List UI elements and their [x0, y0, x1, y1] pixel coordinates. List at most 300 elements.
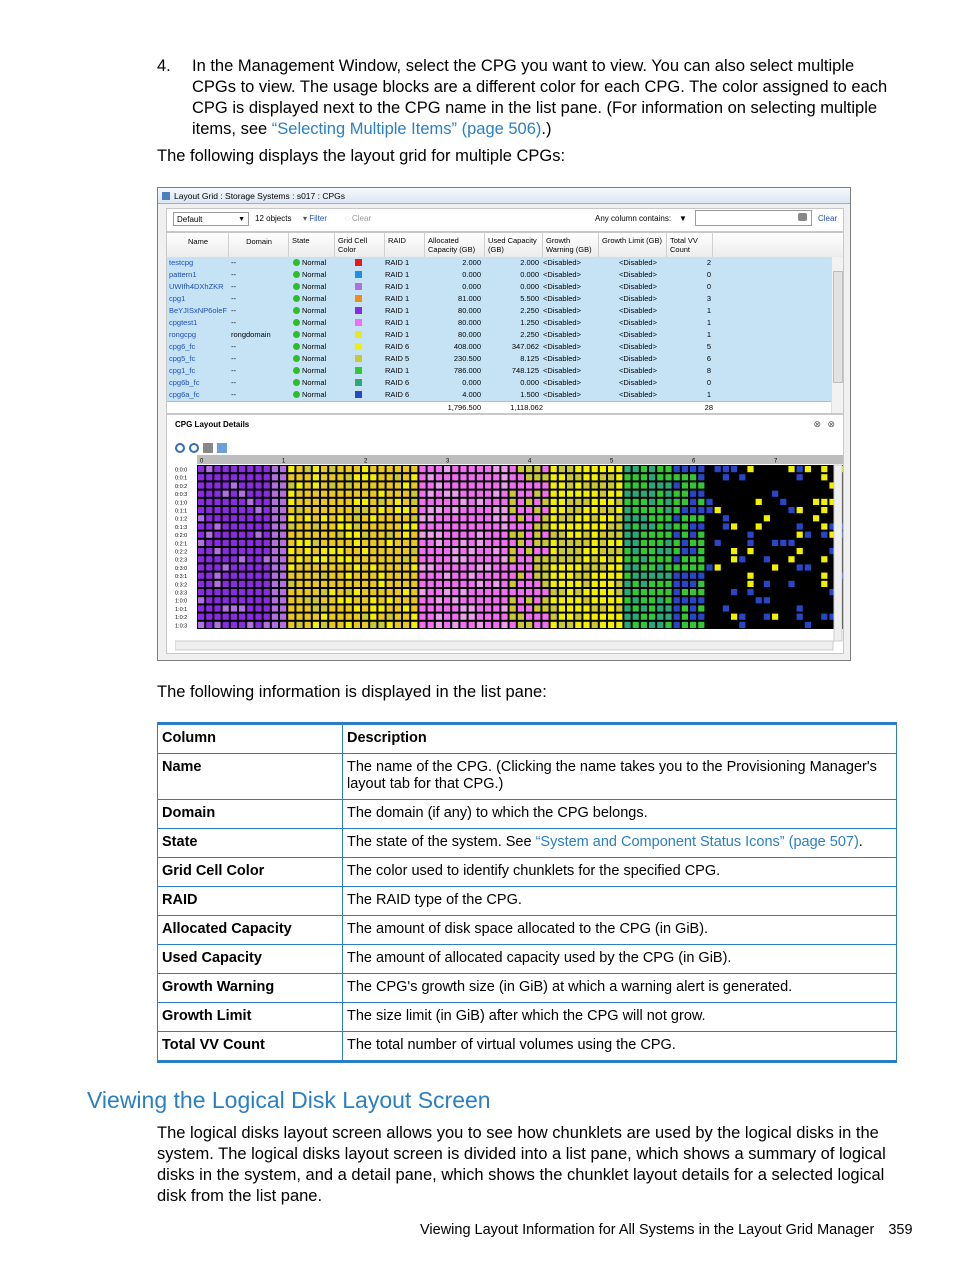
grid-horizontal-scrollbar[interactable]	[175, 641, 833, 650]
chunklet-cell	[305, 532, 311, 538]
zoom-in-icon[interactable]	[175, 443, 185, 453]
chunklet-cell	[493, 556, 499, 562]
chunklet-cell	[255, 523, 261, 529]
chunklet-cell	[428, 573, 434, 579]
chunklet-cell	[551, 482, 557, 488]
chunklet-cell	[329, 564, 335, 570]
column-header[interactable]: Used Capacity (GB)	[485, 233, 543, 257]
chunklet-cell	[198, 548, 204, 554]
chunklet-cell	[337, 614, 343, 620]
cell-name[interactable]	[169, 317, 229, 329]
cell-name[interactable]	[169, 257, 229, 269]
cell-name[interactable]	[169, 353, 229, 365]
cell-name[interactable]	[169, 269, 229, 281]
chunklet-cell	[526, 614, 532, 620]
grid-column-label: 1	[282, 458, 286, 465]
chunklet-cell	[551, 622, 557, 628]
chunklet-cell	[665, 482, 671, 488]
chunklet-cell	[690, 540, 696, 546]
chunklet-cell	[469, 622, 475, 628]
chunklet-cell	[592, 614, 598, 620]
chunklet-cell	[387, 564, 393, 570]
chunklet-cell	[493, 573, 499, 579]
table-row	[158, 916, 897, 945]
chunklet-cell	[403, 622, 409, 628]
cell-name[interactable]	[169, 341, 229, 353]
chunklet-cell	[624, 573, 630, 579]
chunklet-cell	[419, 614, 425, 620]
search-mode-chevron-icon[interactable]: ▼	[679, 214, 687, 223]
chunklet-cell	[657, 614, 663, 620]
chunklet-cell	[206, 614, 212, 620]
cell-text: <Disabled>	[619, 258, 657, 267]
window-titlebar	[158, 188, 850, 204]
chunklet-cell	[354, 515, 360, 521]
chunklet-cell	[657, 564, 663, 570]
chunklet-cell	[501, 597, 507, 603]
chunklet-cell	[583, 548, 589, 554]
chunklet-cell	[542, 589, 548, 595]
chunklet-cell	[436, 597, 442, 603]
chunklet-cell	[346, 589, 352, 595]
column-header[interactable]: Growth Warning (GB)	[543, 233, 599, 257]
grid-cell-color-swatch	[355, 353, 375, 365]
chunklet-cell	[223, 491, 229, 497]
collapse-up-icon[interactable]: ⊗	[813, 419, 821, 429]
chunklet-cell	[534, 482, 540, 488]
cell-state	[293, 305, 335, 317]
chunklet-cell	[567, 499, 573, 505]
chunklet-cell	[428, 540, 434, 546]
cell-vv	[667, 269, 711, 281]
column-header[interactable]: Growth Limit (GB)	[599, 233, 667, 257]
cell-text: --	[231, 354, 236, 363]
chunklet-cell	[411, 482, 417, 488]
chunklet-cell	[616, 532, 622, 538]
chunklet-cell	[395, 507, 401, 513]
cell-name[interactable]	[169, 281, 229, 293]
chunklet-cell	[264, 622, 270, 628]
section-heading: Viewing the Logical Disk Layout Screen	[87, 1087, 491, 1113]
chunklet-cell	[813, 515, 819, 521]
chunklet-cell	[403, 564, 409, 570]
chunklet-cell	[387, 589, 393, 595]
chunklet-cell	[690, 515, 696, 521]
chunklet-cell	[665, 491, 671, 497]
fit-icon[interactable]	[203, 443, 213, 453]
column-name: Total VV Count	[158, 1032, 343, 1062]
chunklet-cell	[313, 581, 319, 587]
column-description: The name of the CPG. (Clicking the name takes you to the Provisioning Manager's layout tab for that CPG.)	[343, 754, 897, 800]
chunklet-cell	[649, 532, 655, 538]
chunklet-cell	[501, 589, 507, 595]
cell-text: --	[231, 390, 236, 399]
column-header[interactable]: Total VV Count	[667, 233, 713, 257]
chunklet-cell	[477, 532, 483, 538]
chunklet-cell	[337, 523, 343, 529]
chunklet-cell	[485, 614, 491, 620]
chunklet-cell	[255, 507, 261, 513]
chunklet-cell	[272, 548, 278, 554]
cell-text: cpg1	[169, 294, 186, 303]
chunklet-cell	[264, 466, 270, 472]
chunklet-cell	[575, 614, 581, 620]
chunklet-cell	[592, 515, 598, 521]
chunklet-cell	[526, 605, 532, 611]
chunklet-cell	[682, 474, 688, 480]
list-scrollbar-thumb[interactable]	[833, 271, 843, 383]
grid-vertical-scrollbar[interactable]	[834, 465, 842, 641]
cell-name[interactable]	[169, 305, 229, 317]
collapse-down-icon[interactable]: ⊗	[827, 419, 835, 429]
chunklet-cell	[255, 581, 261, 587]
selecting-multiple-items-link[interactable]: “Selecting Multiple Items” (page 506)	[271, 120, 542, 138]
column-header[interactable]: RAID	[385, 233, 425, 257]
cell-text: 80.000	[458, 318, 481, 327]
chunklet-cell	[321, 622, 327, 628]
cell-text: cpg5_fc	[169, 354, 196, 363]
cell-text: <Disabled>	[619, 378, 657, 387]
chunklet-cell	[633, 614, 639, 620]
list-scrollbar[interactable]	[831, 257, 843, 413]
chunklet-cell	[674, 507, 680, 513]
column-description	[343, 829, 897, 858]
chunklet-cell	[239, 540, 245, 546]
chunklet-cell	[239, 523, 245, 529]
chunklet-cell	[665, 573, 671, 579]
chunklet-cell	[354, 540, 360, 546]
column-header[interactable]: Allocated Capacity (GB)	[425, 233, 485, 257]
chunklet-cell	[616, 564, 622, 570]
chunklet-cell	[329, 499, 335, 505]
chunklet-cell	[362, 466, 368, 472]
chunklet-cell	[395, 523, 401, 529]
chunklet-cell	[542, 597, 548, 603]
cell-text: 1.500	[520, 390, 539, 399]
chunklet-cell	[649, 474, 655, 480]
chunklet-cell	[444, 548, 450, 554]
chunklet-cell	[272, 564, 278, 570]
chunklet-cell	[354, 491, 360, 497]
chunklet-cell	[600, 597, 606, 603]
chunklet-cell	[403, 548, 409, 554]
chunklet-cell	[608, 614, 614, 620]
cell-alloc	[425, 257, 481, 269]
chunklet-cell	[387, 622, 393, 628]
chunklet-cell	[567, 474, 573, 480]
column-header[interactable]: Name	[167, 233, 229, 257]
expand-icon[interactable]	[217, 443, 227, 453]
status-ok-icon	[293, 379, 300, 386]
chunklet-cell	[592, 589, 598, 595]
chunklet-cell	[346, 482, 352, 488]
cell-text: 1	[706, 306, 711, 315]
chunklet-cell	[346, 523, 352, 529]
chunklet-cell	[518, 581, 524, 587]
status-icons-link[interactable]: “System and Component Status Icons” (page 507)	[535, 834, 859, 850]
chunklet-cell	[518, 532, 524, 538]
chunklet-cell	[559, 499, 565, 505]
chunklet-cell	[395, 532, 401, 538]
chunklet-cell	[731, 523, 737, 529]
cell-alloc	[425, 389, 481, 401]
chunklet-cell	[559, 466, 565, 472]
cell-name[interactable]	[169, 389, 229, 401]
chunklet-cell	[493, 581, 499, 587]
cell-name[interactable]	[169, 365, 229, 377]
search-label: Any column contains:	[595, 214, 672, 223]
chunklet-cell	[206, 556, 212, 562]
chunklet-cell	[567, 523, 573, 529]
chunklet-cell	[444, 482, 450, 488]
chunklet-cell	[682, 597, 688, 603]
chunklet-cell	[690, 482, 696, 488]
chunklet-cell	[559, 515, 565, 521]
chunklet-cell	[313, 523, 319, 529]
chunklet-cell	[337, 548, 343, 554]
chunklet-cell	[616, 548, 622, 554]
chunklet-cell	[460, 532, 466, 538]
grid-row-label: 0:2:0	[175, 533, 188, 540]
chunklet-cell	[633, 589, 639, 595]
cell-warn	[543, 389, 597, 401]
search-input[interactable]	[695, 210, 812, 226]
chunklet-cell	[747, 466, 753, 472]
chunklet-cell	[551, 614, 557, 620]
chunklet-cell	[534, 532, 540, 538]
chunklet-cell	[657, 589, 663, 595]
chunklet-cell	[633, 556, 639, 562]
chunklet-cell	[592, 540, 598, 546]
cell-text: Normal	[302, 294, 327, 303]
cell-used	[485, 389, 539, 401]
chunklet-cell	[264, 564, 270, 570]
chunklet-cell	[206, 581, 212, 587]
cell-used	[485, 377, 539, 389]
cell-text: RAID 1	[385, 306, 410, 315]
chunklet-cell	[255, 474, 261, 480]
chunklet-cell	[583, 581, 589, 587]
chunklet-cell	[255, 548, 261, 554]
filter-button[interactable]	[303, 213, 327, 225]
chunklet-cell	[214, 515, 220, 521]
chunklet-cell	[231, 540, 237, 546]
chunklet-cell	[428, 622, 434, 628]
chunklet-cell	[592, 622, 598, 628]
column-header[interactable]: Domain	[229, 233, 289, 257]
chunklet-cell	[698, 597, 704, 603]
column-description: The CPG's growth size (in GiB) at which a warning alert is generated.	[343, 974, 897, 1003]
chunklet-cell	[493, 597, 499, 603]
list-pane	[166, 232, 844, 414]
chunklet-cell	[534, 564, 540, 570]
chunklet-cell	[206, 482, 212, 488]
chunklet-cell	[510, 523, 516, 529]
chunklet-cell	[329, 548, 335, 554]
column-header[interactable]: State	[289, 233, 335, 257]
column-description: The color used to identify chunklets for the specified CPG.	[343, 858, 897, 887]
chunklet-cell	[526, 548, 532, 554]
clear-search-button[interactable]: Clear	[818, 214, 838, 223]
chunklet-cell	[370, 540, 376, 546]
step-text	[192, 56, 892, 140]
chunklet-cell	[739, 622, 745, 628]
chunklet-cell	[633, 622, 639, 628]
chunklet-cell	[313, 614, 319, 620]
chunklet-cell	[616, 622, 622, 628]
chunklet-cell	[387, 491, 393, 497]
chunklet-cell	[206, 515, 212, 521]
chunklet-cell	[657, 540, 663, 546]
chunklet-cell	[460, 540, 466, 546]
cell-limit	[619, 341, 665, 353]
cell-text: 3	[706, 294, 711, 303]
chunklet-cell	[469, 507, 475, 513]
chunklet-cell	[198, 622, 204, 628]
cell-text: 748.125	[511, 366, 539, 375]
chunklet-cell	[567, 564, 573, 570]
cell-used	[485, 341, 539, 353]
chunklet-cell	[821, 573, 827, 579]
chunklet-cell	[223, 523, 229, 529]
cell-name[interactable]	[169, 329, 229, 341]
chunklet-cell	[624, 581, 630, 587]
cell-text: 347.062	[511, 342, 539, 351]
chunklet-cell	[419, 507, 425, 513]
chunklet-cell	[460, 622, 466, 628]
cell-text: <Disabled>	[619, 282, 657, 291]
cell-warn	[543, 341, 597, 353]
chunklet-cell	[247, 614, 253, 620]
chunklet-cell	[797, 532, 803, 538]
chunklet-cell	[296, 573, 302, 579]
chunklet-cell	[469, 532, 475, 538]
cell-text: BeYJISxNP6oleF	[169, 306, 227, 315]
chunklet-cell	[313, 507, 319, 513]
cell-name[interactable]	[169, 377, 229, 389]
chunklet-cell	[608, 597, 614, 603]
chunklet-cell	[403, 466, 409, 472]
cell-text: --	[231, 342, 236, 351]
cell-name[interactable]	[169, 293, 229, 305]
chunklet-cell	[534, 589, 540, 595]
view-select[interactable]	[173, 212, 249, 226]
chunklet-cell	[313, 573, 319, 579]
column-name: Grid Cell Color	[158, 858, 343, 887]
cell-text: RAID 1	[385, 294, 410, 303]
chunklet-cell	[633, 605, 639, 611]
chunklet-cell	[198, 515, 204, 521]
step-text-tail: .)	[541, 120, 552, 138]
cell-text: RAID 6	[385, 378, 410, 387]
column-header[interactable]: Grid Cell Color	[335, 233, 385, 257]
zoom-out-icon[interactable]	[189, 443, 199, 453]
chunklet-cell	[510, 474, 516, 480]
clear-filter-button[interactable]	[345, 213, 371, 225]
chunklet-cell	[305, 614, 311, 620]
detail-title: CPG Layout Details	[175, 420, 250, 429]
chunklet-cell	[493, 507, 499, 513]
chunklet-cell	[575, 507, 581, 513]
chunklet-cell	[370, 474, 376, 480]
chunklet-cell	[280, 581, 286, 587]
chunklet-cell	[264, 556, 270, 562]
chunklet-cell	[657, 507, 663, 513]
chunklet-cell	[305, 523, 311, 529]
chunklet-cell	[403, 507, 409, 513]
chunklet-cell	[370, 581, 376, 587]
chunklet-cell	[649, 523, 655, 529]
chunklet-cell	[551, 589, 557, 595]
chunklet-cell	[362, 507, 368, 513]
chunklet-cell	[296, 515, 302, 521]
chunklet-cell	[805, 564, 811, 570]
chunklet-cell	[559, 605, 565, 611]
chunklet-cell	[657, 515, 663, 521]
grid-cell-color-swatch	[355, 293, 375, 305]
chunklet-cell	[690, 581, 696, 587]
header-description: Description	[343, 724, 897, 754]
cell-text: Normal	[302, 318, 327, 327]
chunklet-cell	[657, 482, 663, 488]
chunklet-cell	[616, 605, 622, 611]
chunklet-cell	[518, 573, 524, 579]
chunklet-cell	[477, 581, 483, 587]
chunklet-cell	[649, 597, 655, 603]
chunklet-cell	[592, 466, 598, 472]
chunklet-cell	[223, 605, 229, 611]
chunklet-cell	[378, 548, 384, 554]
chunklet-cell	[698, 605, 704, 611]
chunklet-cell	[231, 589, 237, 595]
chunklet-cell	[534, 491, 540, 497]
chunklet-cell	[551, 491, 557, 497]
chunklet-cell	[247, 622, 253, 628]
cell-vv	[667, 377, 711, 389]
toolbar	[166, 208, 844, 232]
cell-text: 0.000	[520, 378, 539, 387]
chunklet-cell	[551, 474, 557, 480]
chunklet-cell	[534, 573, 540, 579]
grid-row-label: 0:0:1	[175, 475, 188, 482]
chunklet-cell	[797, 507, 803, 513]
chunklet-cell	[296, 523, 302, 529]
chunklet-cell	[436, 491, 442, 497]
chunklet-cell	[395, 491, 401, 497]
chunklet-cell	[567, 556, 573, 562]
chunklet-cell	[706, 507, 712, 513]
chunklet-cell	[395, 573, 401, 579]
chunklet-cell	[346, 507, 352, 513]
chunklet-cell	[542, 523, 548, 529]
chunklet-cell	[329, 556, 335, 562]
chunklet-cell	[329, 540, 335, 546]
chunklet-cell	[690, 474, 696, 480]
cell-text: <Disabled>	[543, 294, 581, 303]
chunklet-cell	[206, 523, 212, 529]
chunklet-cell	[649, 605, 655, 611]
chunklet-cell	[542, 622, 548, 628]
chunklet-cell	[608, 540, 614, 546]
chunklet-cell	[649, 515, 655, 521]
cell-state	[293, 281, 335, 293]
chunklet-cell	[657, 474, 663, 480]
chunklet-cell	[608, 491, 614, 497]
chunklet-cell	[280, 556, 286, 562]
grid-cell-color-swatch	[355, 377, 375, 389]
chunklet-cell	[247, 589, 253, 595]
chunklet-cell	[583, 556, 589, 562]
